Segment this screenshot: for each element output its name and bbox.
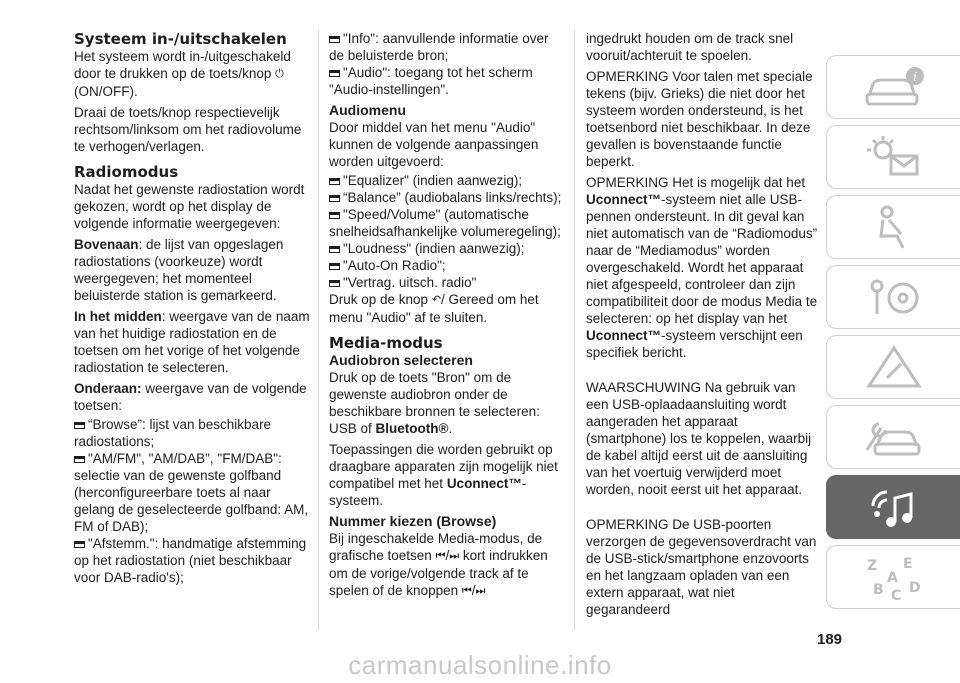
paragraph-opmerking-poorten: OPMERKING De USB-poorten verzorgen de gegevensoverdracht van de USB-stick/smartphone enzovoorts en het langzaam opladen van een extern apparaat, wat niet gegarandeerd	[586, 517, 817, 617]
paragraph-close-menu: Druk op de knop ↶/ Gereed om het menu "Audio" af te sluiten.	[329, 292, 539, 325]
column-divider	[318, 30, 319, 630]
tab-safety[interactable]	[826, 195, 960, 259]
paragraph-onderaan: Onderaan: weergave van de volgende toetsen:	[74, 381, 307, 413]
back-arrow-icon: ↶	[431, 294, 442, 306]
bullet-icon	[329, 263, 340, 270]
svg-text:B: B	[872, 582, 884, 598]
bullet-icon	[329, 178, 340, 185]
chapter-tabs	[826, 55, 960, 615]
breakdown-triangle-icon	[857, 340, 931, 394]
bullet-icon	[329, 70, 340, 77]
list-item: "Speed/Volume" (automatische snelheidsafhankelijke volumeregeling);	[329, 207, 561, 239]
bullet-icon	[329, 212, 340, 219]
page-number: 189	[817, 631, 843, 648]
svg-text:C: C	[890, 588, 901, 604]
bullet-icon	[329, 36, 340, 43]
paragraph-volume: Draai de toets/knop respectievelijk rechtsom/linksom om het radiovolume te verhogen/verlagen.	[74, 105, 302, 154]
paragraph-radio-info: Nadat het gewenste radiostation wordt gekozen, wordt op het display de volgende informatie weergegeven:	[74, 182, 305, 231]
list-item: "Afstemm.": handmatige afstemming op het radiostation (niet beschikbaar voor DAB-radio's);	[74, 536, 307, 585]
column-divider	[574, 30, 575, 630]
power-icon: ⏻	[275, 68, 284, 80]
bullet-icon	[74, 456, 85, 463]
tab-starting-driving[interactable]	[826, 265, 960, 329]
heading-radiomodus: Radiomodus	[74, 163, 179, 181]
heading-systeem: Systeem in-/uitschakelen	[74, 30, 287, 48]
heading-nummer-kiezen: Nummer kiezen (Browse)	[329, 513, 497, 529]
svg-text:E: E	[902, 556, 913, 572]
column-1	[74, 30, 310, 586]
paragraph-opmerking-talen: OPMERKING Voor talen met speciale tekens (bijv. Grieks) die niet door het systeem worden ondersteund, is het toetsenbord niet beschikbaar. In deze gevallen is bovenstaande functie beperkt.	[586, 69, 813, 169]
svg-text:A: A	[886, 570, 898, 586]
list-item: "AM/FM", "AM/DAB", "FM/DAB": selectie van de gewenste golfband (herconfigureerbare toets al naar gelang de geselecteerde golfband: AM, FM of DAB);	[74, 451, 309, 534]
multimedia-music-icon	[857, 480, 931, 534]
paragraph-snel-spoelen: ingedrukt houden om de track snel vooruit/achteruit te spoelen.	[586, 31, 794, 63]
svg-text:i: i	[912, 70, 917, 84]
seat-safety-icon	[857, 200, 931, 254]
column-2	[329, 30, 563, 604]
car-info-icon	[857, 60, 931, 114]
paragraph-bron: Druk op de toets "Bron" om de gewenste audiobron onder de beschikbare bronnen te selecteren: USB of Bluetooth®.	[329, 370, 540, 436]
paragraph-opmerking-usb: OPMERKING Het is mogelijk dat het Uconnect™-systeem niet alle USB-pennen ondersteunt. In dit geval kan niet automatisch van de “Radiomodus” naar de “Mediamodus” worden overgeschakeld. Wordt het apparaat niet afgespeeld, controleer dan zijn compatibiliteit door de modus Media te selecteren: op het display van het Uconnect™-systeem verschijnt een specifiek bericht.	[586, 175, 818, 360]
tab-multimedia[interactable]	[826, 475, 960, 539]
service-wrench-car-icon	[857, 410, 931, 464]
previous-track-icon: ⏮	[435, 550, 446, 562]
tab-maintenance[interactable]	[826, 405, 960, 469]
list-item: “Balance” (audiobalans links/rechts);	[329, 189, 563, 206]
bullet-icon	[74, 541, 85, 548]
list-item: "Loudness" (indien aanwezig);	[329, 240, 563, 257]
bullet-icon	[329, 195, 340, 202]
list-item: “Browse”: lijst van beschikbare radiostations;	[74, 417, 272, 449]
warning-light-message-icon	[857, 130, 931, 184]
bullet-icon	[329, 246, 340, 253]
tab-emergency[interactable]	[826, 335, 960, 399]
paragraph-power: Het systeem wordt in-/uitgeschakeld door te drukken op de toets/knop ⏻ (ON/OFF).	[74, 49, 291, 99]
heading-audiobron: Audiobron selecteren	[329, 352, 473, 368]
tab-car-info[interactable]	[826, 55, 960, 119]
previous-track-icon: ⏮	[461, 585, 472, 597]
paragraph-compatibel: Toepassingen die worden gebruikt op draagbare apparaten zijn mogelijk niet compatibel met het Uconnect™-systeem.	[329, 442, 558, 508]
paragraph-nummer: Bij ingeschakelde Media-modus, de grafische toetsen ⏮/⏭ kort indrukken om de vorige/volgende track af te spelen of de knoppen ⏮/⏭	[329, 531, 548, 598]
list-item: "Info": aanvullende informatie over de beluisterde bron;	[329, 31, 549, 63]
svg-text:Z: Z	[866, 558, 877, 574]
tab-warning-lights[interactable]	[826, 125, 960, 189]
paragraph-midden: In het midden: weergave van de naam van het huidige radiostation en de toetsen om het vorige of het volgende radiostation te selecteren.	[74, 309, 310, 375]
list-item: "Equalizer" (indien aanwezig);	[329, 172, 563, 189]
paragraph-bovenaan: Bovenaan: de lijst van opgeslagen radiostations (voorkeuze) wordt weergegeven; het momenteel beluisterde station is gemarkeerd.	[74, 237, 284, 303]
list-item: "Audio": toegang tot het scherm "Audio-instellingen".	[329, 65, 533, 97]
heading-audiomenu: Audiomenu	[329, 102, 406, 118]
alphabet-index-icon	[857, 550, 931, 604]
list-item: "Auto-On Radio";	[329, 257, 563, 274]
tab-index[interactable]	[826, 545, 960, 609]
next-track-icon: ⏭	[449, 550, 460, 562]
key-steering-wheel-icon	[857, 270, 931, 324]
svg-text:D: D	[908, 580, 921, 596]
next-track-icon: ⏭	[475, 585, 486, 597]
bullet-icon	[329, 280, 340, 287]
bullet-icon	[74, 422, 85, 429]
list-item: "Vertrag. uitsch. radio"	[329, 274, 563, 291]
heading-media-modus: Media-modus	[329, 334, 443, 352]
column-3	[586, 30, 818, 622]
paragraph-waarschuwing: WAARSCHUWING Na gebruik van een USB-oplaadaansluiting wordt aangeraden het apparaat (smartphone) los te koppelen, waarbij de kabel altijd eerst uit de aansluiting van het voertuig verwijderd moet worden, nooit eerst uit het apparaat.	[586, 380, 812, 497]
paragraph-audiomenu: Door middel van het menu "Audio" kunnen de volgende aanpassingen worden uitgevoerd:	[329, 120, 539, 169]
watermark: carmanualsonline.info	[348, 650, 612, 680]
